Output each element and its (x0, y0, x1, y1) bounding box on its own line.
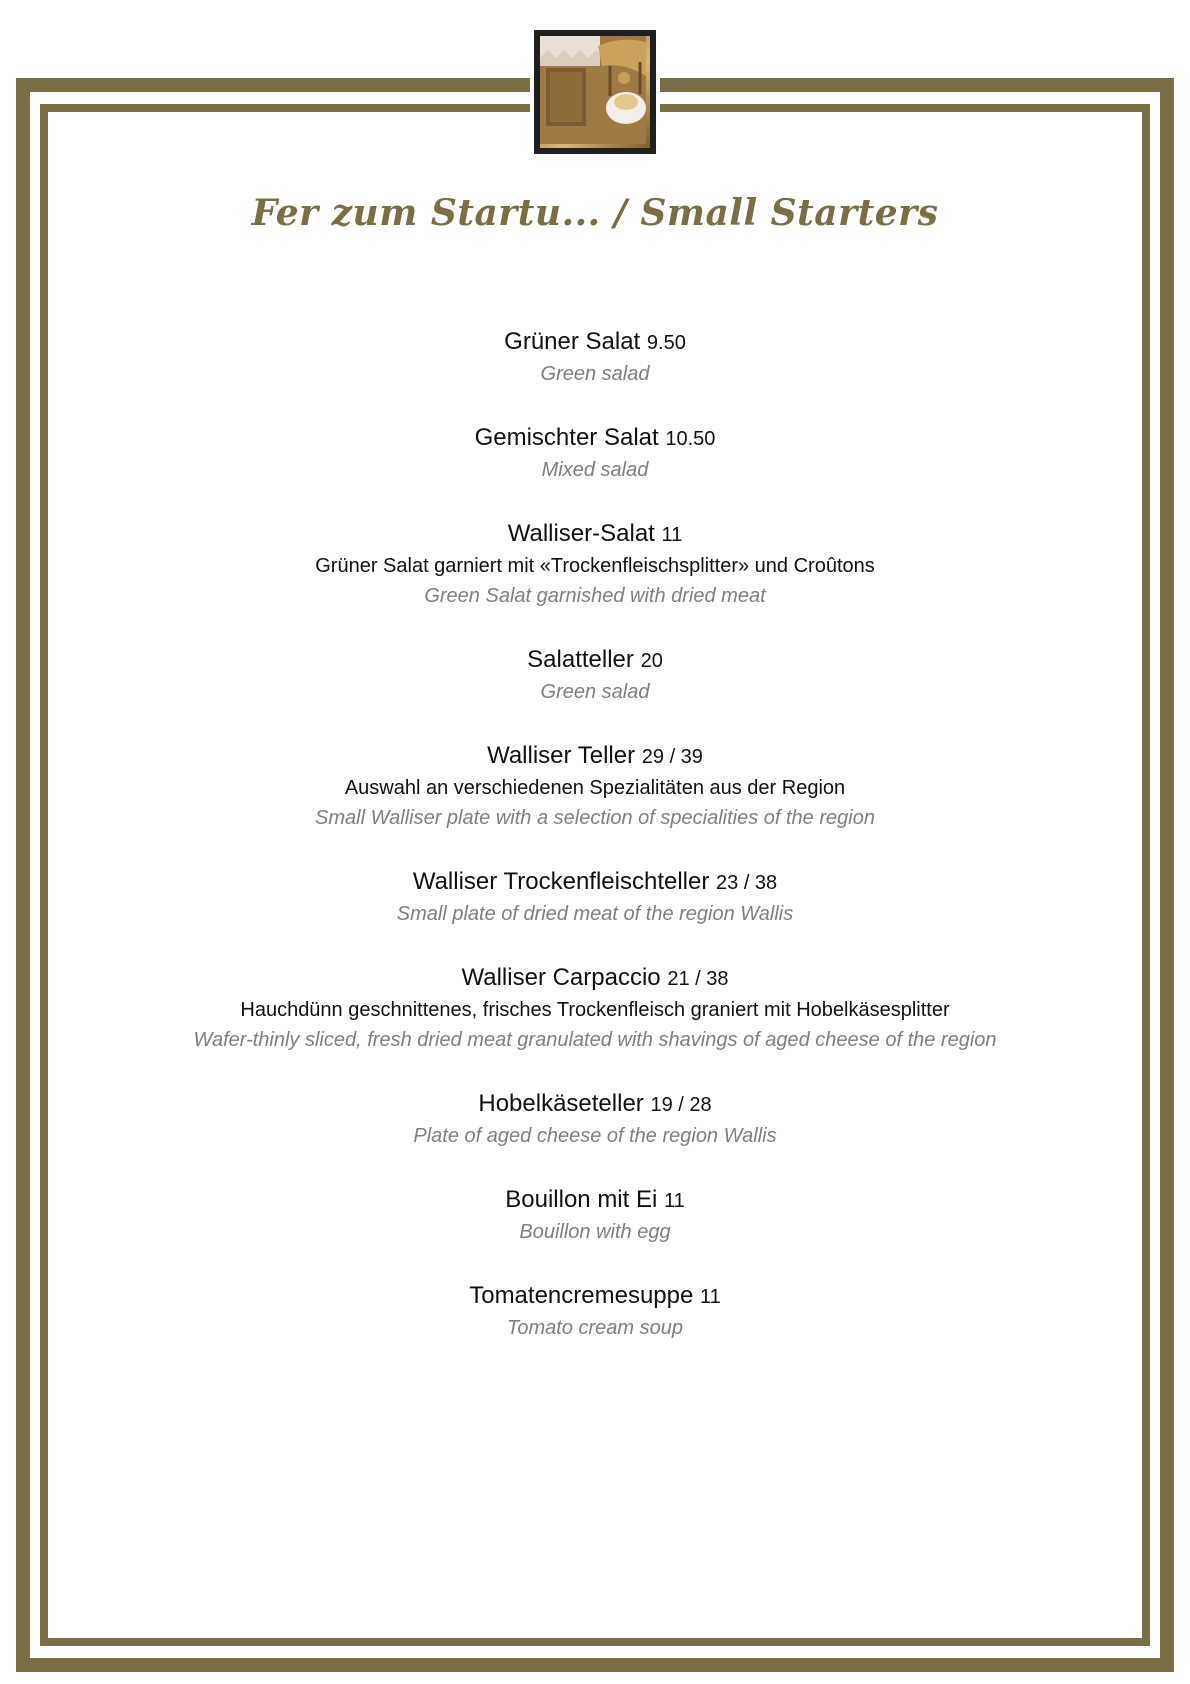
item-name: Gemischter Salat (474, 424, 659, 451)
item-english: Mixed salad (541, 459, 649, 481)
item-name-line (60, 644, 1130, 677)
item-price: 21 / 38 (667, 968, 729, 990)
menu-item-bouillon-mit-ei (60, 1184, 1130, 1247)
item-description: Grüner Salat garniert mit «Trockenfleischsplitter» und Croûtons (315, 555, 875, 577)
item-name-line (60, 740, 1130, 773)
item-price: 20 (640, 650, 663, 672)
item-name-line (60, 866, 1130, 899)
menu-item-walliser-trockenfleischteller (60, 866, 1130, 929)
item-english: Green salad (540, 363, 650, 385)
item-price: 11 (661, 524, 683, 546)
menu-item-walliser-teller (60, 740, 1130, 833)
item-name-line (60, 326, 1130, 359)
item-name: Walliser Teller (487, 742, 636, 769)
item-price: 19 / 28 (650, 1094, 712, 1116)
header-photo (530, 26, 660, 158)
item-name-line (60, 1280, 1130, 1313)
item-price: 10.50 (665, 428, 716, 450)
item-name: Bouillon mit Ei (505, 1186, 658, 1213)
item-name: Walliser-Salat (507, 520, 655, 547)
item-price: 29 / 39 (641, 746, 703, 768)
item-english: Small Walliser plate with a selection of specialities of the region (315, 807, 875, 829)
menu-item-gruener-salat (60, 326, 1130, 389)
menu-list (60, 326, 1130, 1376)
menu-item-hobelkaeseteller (60, 1088, 1130, 1151)
item-english: Green salad (540, 681, 650, 703)
menu-item-walliser-salat (60, 518, 1130, 611)
item-english: Green Salat garnished with dried meat (424, 585, 766, 607)
item-english: Plate of aged cheese of the region Wallis (413, 1125, 777, 1147)
item-english: Tomato cream soup (506, 1317, 683, 1339)
framed-photo-icon (534, 30, 656, 154)
item-name-line (60, 518, 1130, 551)
item-name: Hobelkäseteller (478, 1090, 644, 1117)
item-price: 23 / 38 (716, 872, 778, 894)
item-description: Hauchdünn geschnittenes, frisches Trockenfleisch graniert mit Hobelkäsesplitter (240, 999, 950, 1021)
item-price: 9.50 (646, 332, 686, 354)
item-name-line (60, 962, 1130, 995)
item-english: Small plate of dried meat of the region Wallis (396, 903, 794, 925)
item-price: 11 (663, 1190, 685, 1212)
item-name-line (60, 1088, 1130, 1121)
item-name: Tomatencremesuppe (469, 1282, 694, 1309)
item-english: Bouillon with egg (519, 1221, 671, 1243)
menu-item-gemischter-salat (60, 422, 1130, 485)
item-english: Wafer-thinly sliced, fresh dried meat granulated with shavings of aged cheese of the region (193, 1029, 997, 1051)
item-name: Walliser Trockenfleischteller (412, 868, 710, 895)
item-price: 11 (700, 1286, 721, 1308)
page-title: Fer zum Startu... / Small Starters (251, 192, 939, 234)
item-name-line (60, 1184, 1130, 1217)
menu-item-salatteller (60, 644, 1130, 707)
item-name: Grüner Salat (504, 328, 641, 355)
item-name-line (60, 422, 1130, 455)
photo-illustration (540, 36, 646, 144)
item-description: Auswahl an verschiedenen Spezialitäten aus der Region (344, 777, 846, 799)
menu-item-walliser-carpaccio (60, 962, 1130, 1055)
menu-item-tomatencremesuppe (60, 1280, 1130, 1343)
item-name: Salatteller (527, 646, 634, 673)
item-name: Walliser Carpaccio (461, 964, 661, 991)
